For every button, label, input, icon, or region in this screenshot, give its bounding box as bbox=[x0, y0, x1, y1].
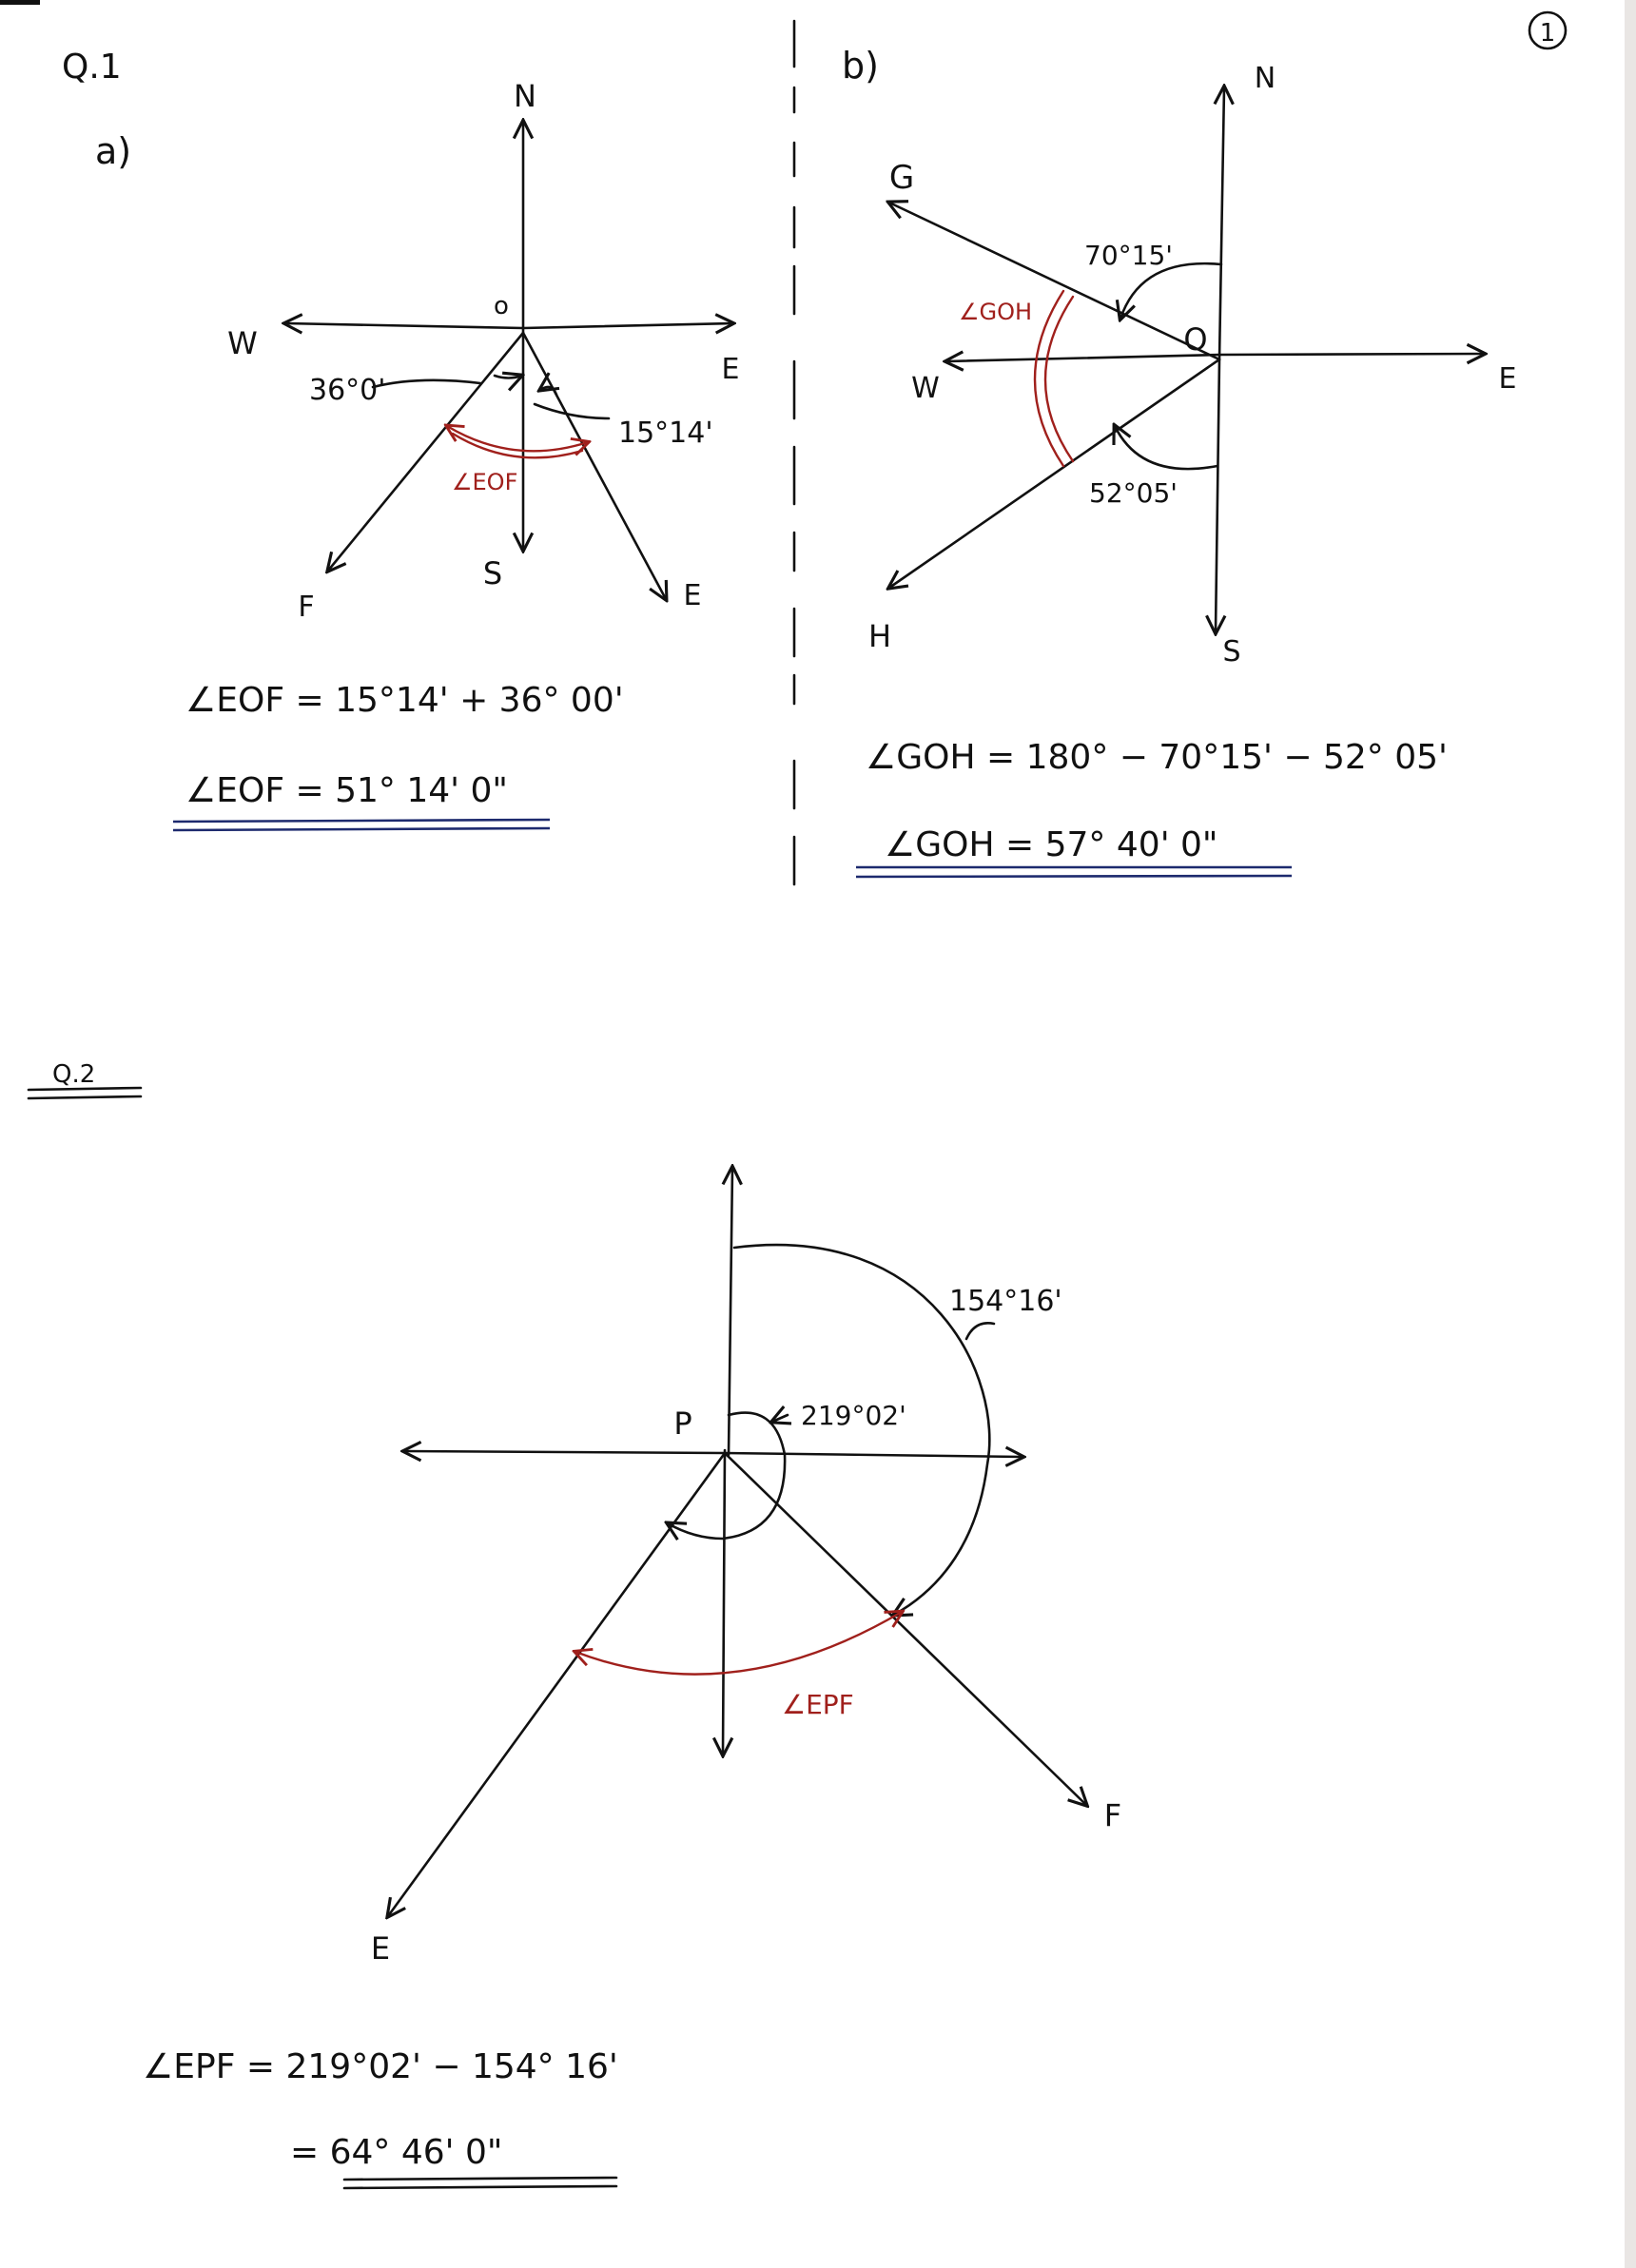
q1b-label-e: E bbox=[1498, 362, 1517, 396]
q1a-eof-arc bbox=[447, 426, 588, 451]
q1b-angle-bottom: 52°05' bbox=[1089, 477, 1178, 509]
scan-edge-shadow bbox=[1625, 0, 1636, 2268]
q1b-label-s: S bbox=[1222, 635, 1241, 669]
q1b-label-h: H bbox=[867, 618, 892, 654]
q1a-label-o: o bbox=[494, 292, 509, 320]
q2-epf-arc bbox=[575, 1612, 902, 1675]
q2-label-f: F bbox=[1103, 1797, 1122, 1833]
q1b-label-n: N bbox=[1254, 62, 1276, 95]
q1b-ray-og bbox=[889, 203, 1219, 359]
q2-angle-name: ∠EPF bbox=[782, 1689, 854, 1720]
q1a-equation-2: ∠EOF = 51° 14' 0" bbox=[185, 771, 508, 810]
q2-label: Q.2 bbox=[52, 1060, 96, 1089]
q2-equation-1: ∠EPF = 219°02' − 154° 16' bbox=[143, 2047, 618, 2086]
q2-ray-pf bbox=[725, 1453, 1086, 1805]
q1b-south-arrow bbox=[1216, 359, 1219, 632]
q2-south-arrow bbox=[723, 1450, 725, 1754]
q1b-label: b) bbox=[842, 45, 879, 87]
q1a-label-e: E bbox=[721, 353, 740, 386]
q1b-answer-underline bbox=[856, 867, 1292, 877]
q1b-label-o: O bbox=[1183, 321, 1208, 358]
q1a-angle-left: 36°0' bbox=[309, 374, 386, 407]
q1a-label-e2: E bbox=[683, 579, 702, 612]
q2-west-arrow bbox=[404, 1451, 725, 1453]
page-number: 1 bbox=[1539, 19, 1556, 48]
q2-leader-outer bbox=[966, 1323, 994, 1339]
q2-equation-2: = 64° 46' 0" bbox=[290, 2133, 503, 2172]
q1a-label-w: W bbox=[227, 325, 258, 361]
q2-north-arrow bbox=[729, 1168, 732, 1455]
q1b-east-arrow bbox=[1219, 354, 1484, 355]
q2-ray-pe bbox=[388, 1453, 725, 1916]
q1a-eof-arc-inner bbox=[453, 434, 582, 457]
q2-east-arrow bbox=[725, 1453, 1022, 1457]
q1a-label-f: F bbox=[298, 591, 315, 624]
q1b-goh-arc bbox=[1045, 297, 1073, 461]
q2-label-underline bbox=[29, 1088, 141, 1098]
q2-angle-inner: 219°02' bbox=[801, 1400, 906, 1431]
q1b-equation-2: ∠GOH = 57° 40' 0" bbox=[885, 825, 1218, 864]
q1b-north-arrow bbox=[1219, 87, 1224, 359]
q2-label-e: E bbox=[370, 1930, 391, 1967]
q1b-west-arrow bbox=[946, 355, 1219, 361]
q1a-west-arrow bbox=[285, 323, 523, 328]
q1a-answer-underline bbox=[173, 820, 550, 830]
q1b-arc-bottom bbox=[1115, 426, 1217, 469]
q1b-angle-name: ∠GOH bbox=[959, 299, 1033, 325]
q1-label: Q.1 bbox=[62, 48, 122, 87]
q1a-arc-left bbox=[495, 376, 521, 378]
q1b-angle-top: 70°15' bbox=[1084, 240, 1173, 271]
q1a-east-arrow bbox=[523, 323, 732, 328]
q1a-label: a) bbox=[95, 130, 132, 172]
q2-diagram bbox=[388, 1168, 1086, 1916]
q1b-label-g: G bbox=[888, 159, 915, 197]
q2-angle-outer: 154°16' bbox=[949, 1285, 1062, 1318]
q2-answer-underline bbox=[344, 2178, 616, 2188]
q1a-leader-left bbox=[373, 380, 480, 387]
q1a-equation-1: ∠EOF = 15°14' + 36° 00' bbox=[185, 681, 624, 720]
q1b-arc-top bbox=[1120, 263, 1221, 319]
scan-artifact bbox=[0, 0, 40, 5]
q1a-diagram bbox=[285, 122, 732, 599]
page-number-badge bbox=[1529, 12, 1566, 48]
q1b-diagram bbox=[889, 87, 1484, 632]
q1a-label-n: N bbox=[514, 78, 536, 114]
q1a-leader-right bbox=[535, 404, 609, 418]
q2-leader-inner bbox=[772, 1415, 788, 1422]
q1a-angle-name: ∠EOF bbox=[452, 469, 518, 495]
q2-label-p: P bbox=[673, 1405, 692, 1442]
q1b-label-w: W bbox=[911, 372, 940, 405]
q1b-equation-1: ∠GOH = 180° − 70°15' − 52° 05' bbox=[866, 738, 1448, 777]
q1a-angle-right: 15°14' bbox=[618, 417, 713, 450]
q1a-ray-oe bbox=[523, 333, 666, 599]
q1a-label-s: S bbox=[482, 555, 503, 591]
